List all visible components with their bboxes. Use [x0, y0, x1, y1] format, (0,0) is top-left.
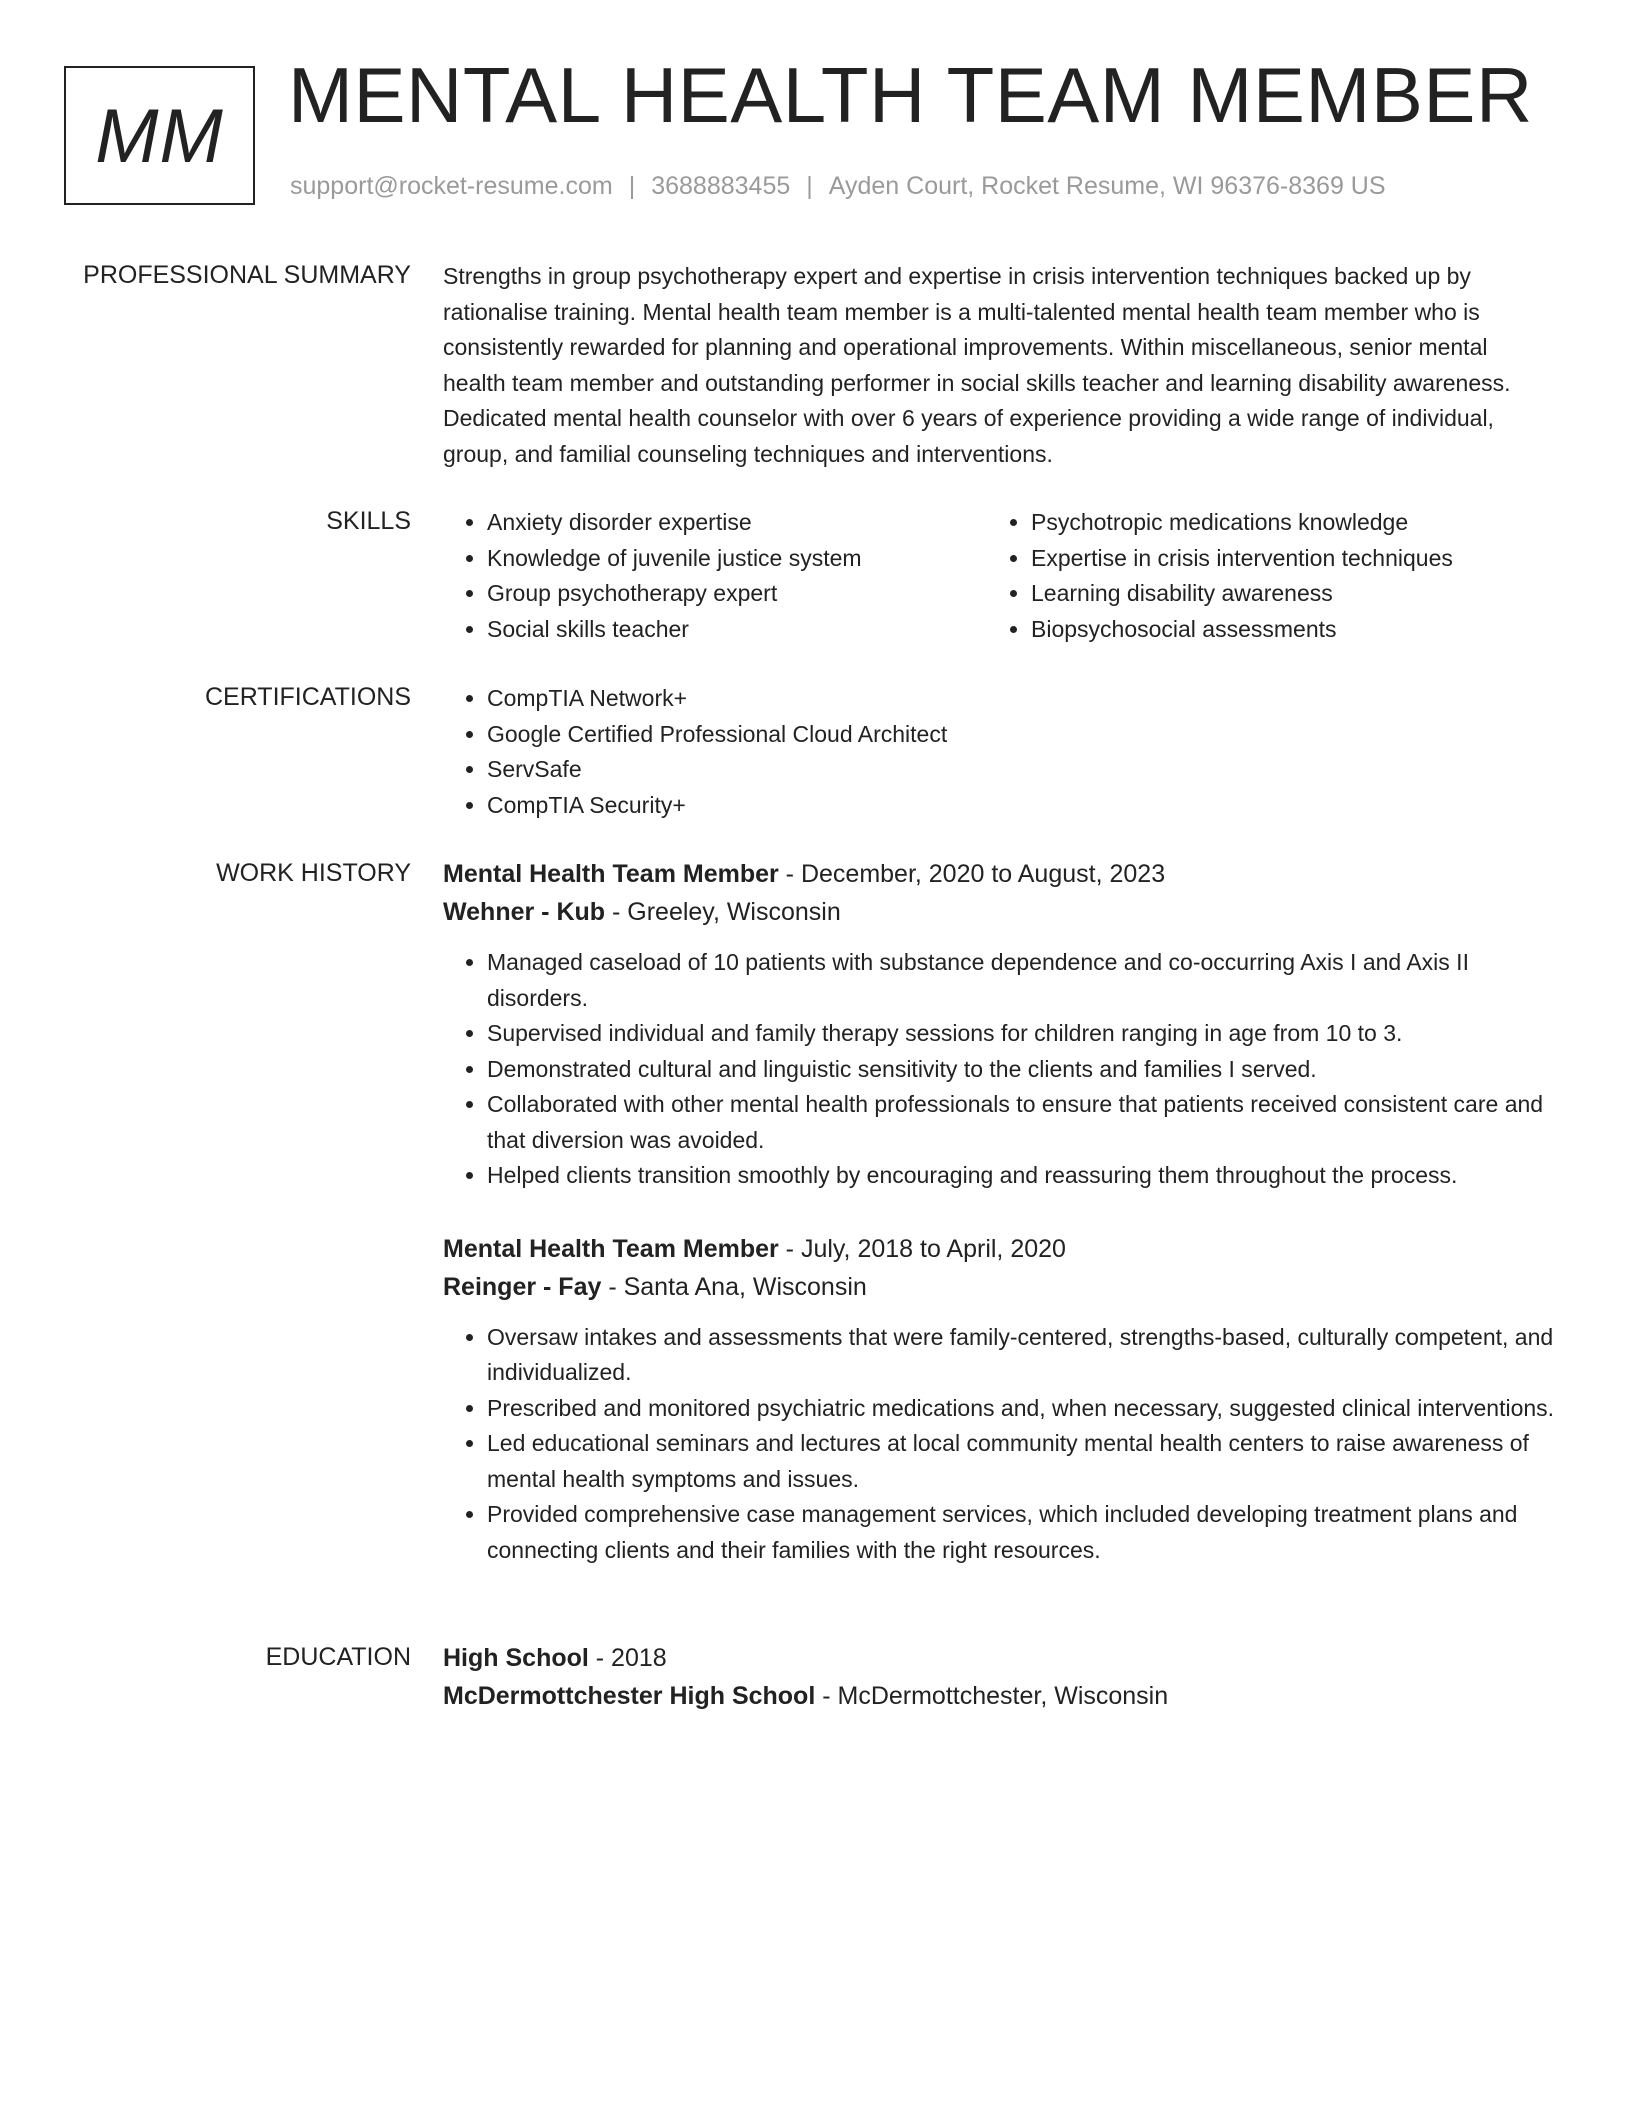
job-title: Mental Health Team Member — [443, 1234, 779, 1263]
education-body — [443, 1639, 1555, 1715]
job-company: Reinger - Fay — [443, 1272, 602, 1301]
certifications-body — [443, 681, 1555, 823]
certifications-heading: CERTIFICATIONS — [204, 683, 411, 711]
certifications-list — [443, 681, 1555, 823]
education-school: McDermottchester High School — [443, 1682, 816, 1710]
job-duty: • Helped clients transition smoothly by encouraging and reassuring them throughout the process. — [487, 1158, 1555, 1194]
job-title: Mental Health Team Member — [443, 860, 779, 888]
monogram: MM — [95, 93, 224, 179]
work-history-heading: WORK HISTORY — [216, 859, 411, 887]
job-duties — [443, 1320, 1555, 1569]
skills-list-left — [443, 505, 987, 647]
job-title-line — [443, 855, 1555, 893]
job-duty: • Oversaw intakes and assessments that were family-centered, strengths-based, culturally competent, and individualized. — [487, 1320, 1555, 1391]
certification-item: • ServSafe — [487, 752, 1555, 788]
job-duty: • Collaborated with other mental health professionals to ensure that patients received consistent care and that diversion was avoided. — [487, 1087, 1555, 1158]
job-entry — [443, 1230, 1555, 1569]
job-duty: • Provided comprehensive case management services, which included developing treatment plans and connecting clients and their families with the right resources. — [487, 1497, 1555, 1568]
contact-line — [290, 174, 1386, 199]
skill-item: • Group psychotherapy expert — [487, 576, 987, 612]
resume-title: MENTAL HEALTH TEAM MEMBER — [288, 51, 1533, 139]
monogram-box — [64, 66, 255, 205]
job-duty: • Led educational seminars and lectures at local community mental health centers to raise awareness of mental health symptoms and issues. — [487, 1426, 1555, 1497]
summary-heading: PROFESSIONAL SUMMARY — [83, 261, 411, 289]
contact-phone: 3688883455 — [651, 172, 791, 200]
job-company: Wehner - Kub — [443, 898, 606, 926]
job-location: - Greeley, Wisconsin — [605, 898, 841, 926]
education-degree-line — [443, 1639, 1555, 1677]
job-duty: • Supervised individual and family therapy sessions for children ranging in age from 10 to 3. — [487, 1016, 1555, 1052]
job-duty: • Managed caseload of 10 patients with substance dependence and co-occurring Axis I and Axis II disorders. — [487, 945, 1555, 1016]
skill-item: • Learning disability awareness — [1031, 576, 1531, 612]
job-title-line — [443, 1230, 1555, 1268]
skill-item: • Social skills teacher — [487, 612, 987, 648]
job-location: - Santa Ana, Wisconsin — [601, 1272, 867, 1301]
education-year: - 2018 — [588, 1644, 667, 1672]
certification-item: • Google Certified Professional Cloud Architect — [487, 717, 1555, 753]
contact-email: support@rocket-resume.com — [290, 172, 613, 200]
job-duty: • Prescribed and monitored psychiatric medications and, when necessary, suggested clinical interventions. — [487, 1391, 1555, 1427]
job-dates: - December, 2020 to August, 2023 — [778, 860, 1166, 888]
skill-item: • Biopsychosocial assessments — [1031, 612, 1531, 648]
job-entry — [443, 855, 1555, 1194]
skills-body — [443, 505, 1555, 647]
contact-address: Ayden Court, Rocket Resume, WI 96376-8369 US — [828, 172, 1386, 200]
skill-item: • Expertise in crisis intervention techniques — [1031, 541, 1531, 577]
skill-item: • Knowledge of juvenile justice system — [487, 541, 987, 577]
certification-item: • CompTIA Security+ — [487, 788, 1555, 824]
education-heading: EDUCATION — [265, 1643, 411, 1671]
skills-list-right — [987, 505, 1531, 647]
work-history-body — [443, 855, 1555, 1568]
job-company-line — [443, 1268, 1555, 1306]
education-degree: High School — [443, 1644, 589, 1672]
contact-separator: | — [806, 172, 813, 200]
skills-columns — [443, 505, 1555, 647]
job-duties — [443, 945, 1555, 1194]
education-school-line — [443, 1677, 1555, 1715]
job-company-line — [443, 893, 1555, 931]
contact-separator: | — [628, 172, 636, 200]
job-dates: - July, 2018 to April, 2020 — [778, 1234, 1066, 1263]
skills-heading: SKILLS — [326, 507, 411, 535]
skill-item: • Psychotropic medications knowledge — [1031, 505, 1531, 541]
certification-item: • CompTIA Network+ — [487, 681, 1555, 717]
skill-item: • Anxiety disorder expertise — [487, 505, 987, 541]
education-location: - McDermottchester, Wisconsin — [815, 1682, 1169, 1710]
summary-text: Strengths in group psychotherapy expert and expertise in crisis intervention techniques backed up by rationalise training. Mental health team member is a multi-talented mental health team member who is consistently rewarded for planning and operational improvements. Within miscellaneous, senior mental health team member and outstanding performer in social skills teacher and learning disability awareness. Dedicated mental health counselor with over 6 years of experience providing a wide range of individual, group, and familial counseling techniques and interventions. — [443, 263, 1511, 467]
job-duty: • Demonstrated cultural and linguistic sensitivity to the clients and families I served. — [487, 1052, 1555, 1088]
summary-body — [443, 259, 1555, 472]
